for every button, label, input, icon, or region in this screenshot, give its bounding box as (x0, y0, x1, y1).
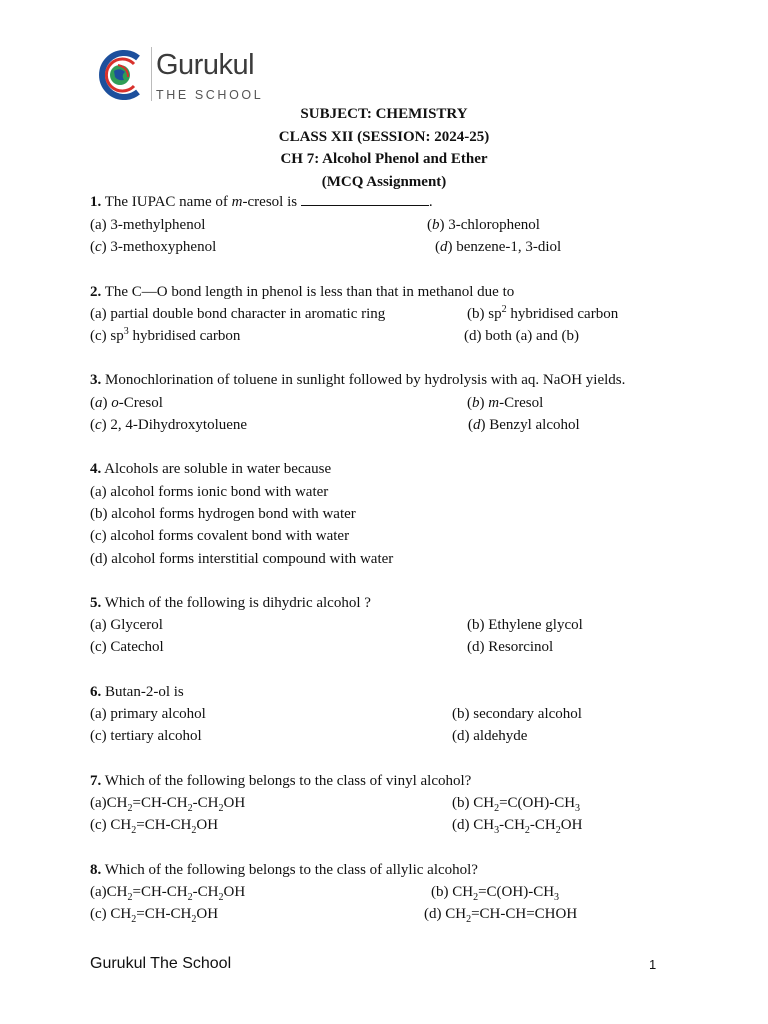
question-4: 4. Alcohols are soluble in water because (90, 461, 332, 477)
q7-option-b: (b) $CH_2=C(OH)-CH_3$ (452, 795, 581, 814)
q7-option-c: (c) $CH_2=CH-CH_2OH$ (90, 817, 219, 836)
q4-option-b: (b) alcohol forms hydrogen bond with water (90, 506, 356, 522)
q5-option-c: (c) Catechol (90, 639, 164, 655)
question-6: 6. Butan-2-ol is (90, 684, 184, 700)
q4-option-c: (c) alcohol forms covalent bond with water (90, 528, 350, 544)
q3-option-c: (c) 2, 4-Dihydroxytoluene (90, 417, 248, 433)
q6-option-d: (d) aldehyde (452, 728, 528, 744)
q2-option-b: (b) $sp^2$ hybridised carbon (467, 304, 619, 322)
q6-option-b: (b) secondary alcohol (452, 706, 582, 722)
q1-option-c: (c) 3-methoxyphenol (90, 239, 217, 255)
q7-option-d: (d) $CH_3-CH_2-CH_2OH$ (452, 817, 583, 836)
q4-option-a: (a) alcohol forms ionic bond with water (90, 484, 329, 500)
q8-option-b: (b) $CH_2=C(OH)-CH_3$ (431, 884, 560, 903)
q1-option-b: (b) 3-chlorophenol (427, 217, 540, 233)
q5-option-d: (d) Resorcinol (467, 639, 554, 655)
q3-option-a: (a) o-Cresol (90, 395, 163, 411)
question-3: 3. Monochlorination of toluene in sunlight followed by hydrolysis with aq. NaOH yields. (90, 372, 626, 388)
q8-option-a: $(a)CH_2=CH-CH_2-CH_2OH$ (90, 884, 246, 903)
q2-option-d: (d) both (a) and (b) (464, 328, 579, 344)
q3-option-d: (d) Benzyl alcohol (468, 417, 580, 433)
q2-option-a: (a) partial double bond character in aromatic ring (90, 306, 386, 322)
footer-school-name: Gurukul The School (90, 955, 232, 972)
page-number: 1 (649, 957, 657, 972)
q5-option-b: (b) Ethylene glycol (467, 617, 583, 633)
q7-option-a: $(a)CH_2=CH-CH_2-CH_2OH$ (90, 795, 246, 814)
q5-option-a: (a) Glycerol (90, 617, 163, 633)
q3-option-b: (b) m-Cresol (467, 395, 544, 411)
q6-option-a: (a) primary alcohol (90, 706, 206, 722)
question-8: 8. Which of the following belongs to the class of allylic alcohol? (90, 862, 478, 878)
question-1: 1. The IUPAC name of m-cresol is . (90, 194, 433, 210)
question-5: 5. Which of the following is dihydric alcohol ? (90, 595, 371, 611)
logo-subtitle: THE SCHOOL (156, 88, 264, 102)
q4-option-d: (d) alcohol forms interstitial compound with water (90, 551, 394, 567)
answer-blank (301, 194, 429, 206)
q2-option-c: (c) $sp^3$ hybridised carbon (90, 326, 241, 344)
question-2: 2. The C—O bond length in phenol is less than that in methanol due to (90, 284, 515, 300)
q1-option-a: (a) 3-methylphenol (90, 217, 206, 233)
class-title: CLASS XII (SESSION: 2024-25) (278, 128, 490, 145)
question-7: 7. Which of the following belongs to the class of vinyl alcohol? (90, 773, 472, 789)
subject-title: SUBJECT: CHEMISTRY (300, 106, 468, 122)
logo-divider (151, 47, 152, 101)
assignment-type: (MCQ Assignment) (321, 173, 447, 190)
document-header (0, 103, 768, 193)
gurukul-emblem-icon (90, 45, 146, 105)
q1-option-d: (d) benzene-1, 3-diol (435, 239, 562, 255)
q6-option-c: (c) tertiary alcohol (90, 728, 202, 744)
q8-option-d: (d) $CH_2=CH-CH=CHOH$ (424, 906, 578, 925)
q8-option-c: (c) $CH_2=CH-CH_2OH$ (90, 906, 219, 925)
gurukul-logo (90, 45, 265, 105)
chapter-title: CH 7: Alcohol Phenol and Ether (280, 151, 488, 167)
logo-name: Gurukul (156, 49, 255, 81)
